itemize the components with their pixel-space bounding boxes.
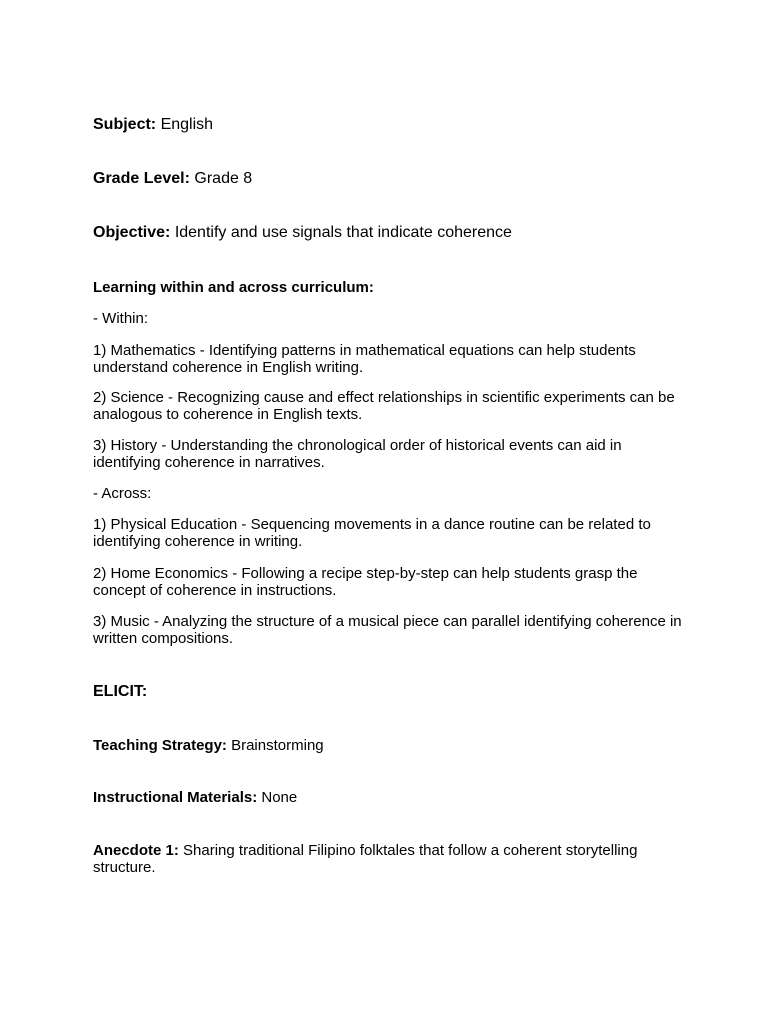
- objective-line: [93, 224, 693, 242]
- across-item-2: 2) Home Economics - Following a recipe step-by-step can help students grasp the concept of coherence in instructions.: [93, 565, 638, 599]
- grade-level-value: Grade 8: [194, 170, 253, 187]
- objective-label: Objective:: [93, 224, 171, 241]
- anecdote-1: [93, 842, 683, 876]
- grade-level-label: Grade Level:: [93, 170, 190, 187]
- objective-value: Identify and use signals that indicate coherence: [174, 224, 512, 241]
- within-item-2: 2) Science - Recognizing cause and effect relationships in scientific experiments can be analogous to coherence in English texts.: [93, 389, 675, 423]
- grade-level-line: [93, 170, 693, 188]
- curriculum-heading: Learning within and across curriculum:: [93, 279, 374, 296]
- teaching-strategy-value: Brainstorming: [231, 737, 324, 754]
- across-item-1: 1) Physical Education - Sequencing movements in a dance routine can be related to identifying coherence in writing.: [93, 516, 651, 550]
- instructional-materials-line: [93, 789, 693, 806]
- teaching-strategy-label: Teaching Strategy:: [93, 737, 227, 754]
- subject-line: [93, 116, 693, 134]
- anecdote-1-label: Anecdote 1:: [93, 842, 179, 859]
- teaching-strategy-line: [93, 737, 693, 754]
- subject-value: English: [160, 116, 214, 133]
- instructional-materials-value: None: [261, 789, 298, 806]
- anecdote-1-value: Sharing traditional Filipino folktales that follow a coherent storytelling structure.: [93, 842, 638, 876]
- across-label: - Across:: [93, 485, 152, 502]
- elicit-heading: ELICIT:: [93, 683, 148, 700]
- within-label: - Within:: [93, 310, 149, 327]
- subject-label: Subject:: [93, 116, 157, 133]
- within-item-3: 3) History - Understanding the chronological order of historical events can aid in identifying coherence in narratives.: [93, 437, 622, 471]
- within-item-1: 1) Mathematics - Identifying patterns in mathematical equations can help students understand coherence in English writing.: [93, 342, 636, 376]
- across-item-3: 3) Music - Analyzing the structure of a musical piece can parallel identifying coherence in written compositions.: [93, 613, 682, 647]
- instructional-materials-label: Instructional Materials:: [93, 789, 258, 806]
